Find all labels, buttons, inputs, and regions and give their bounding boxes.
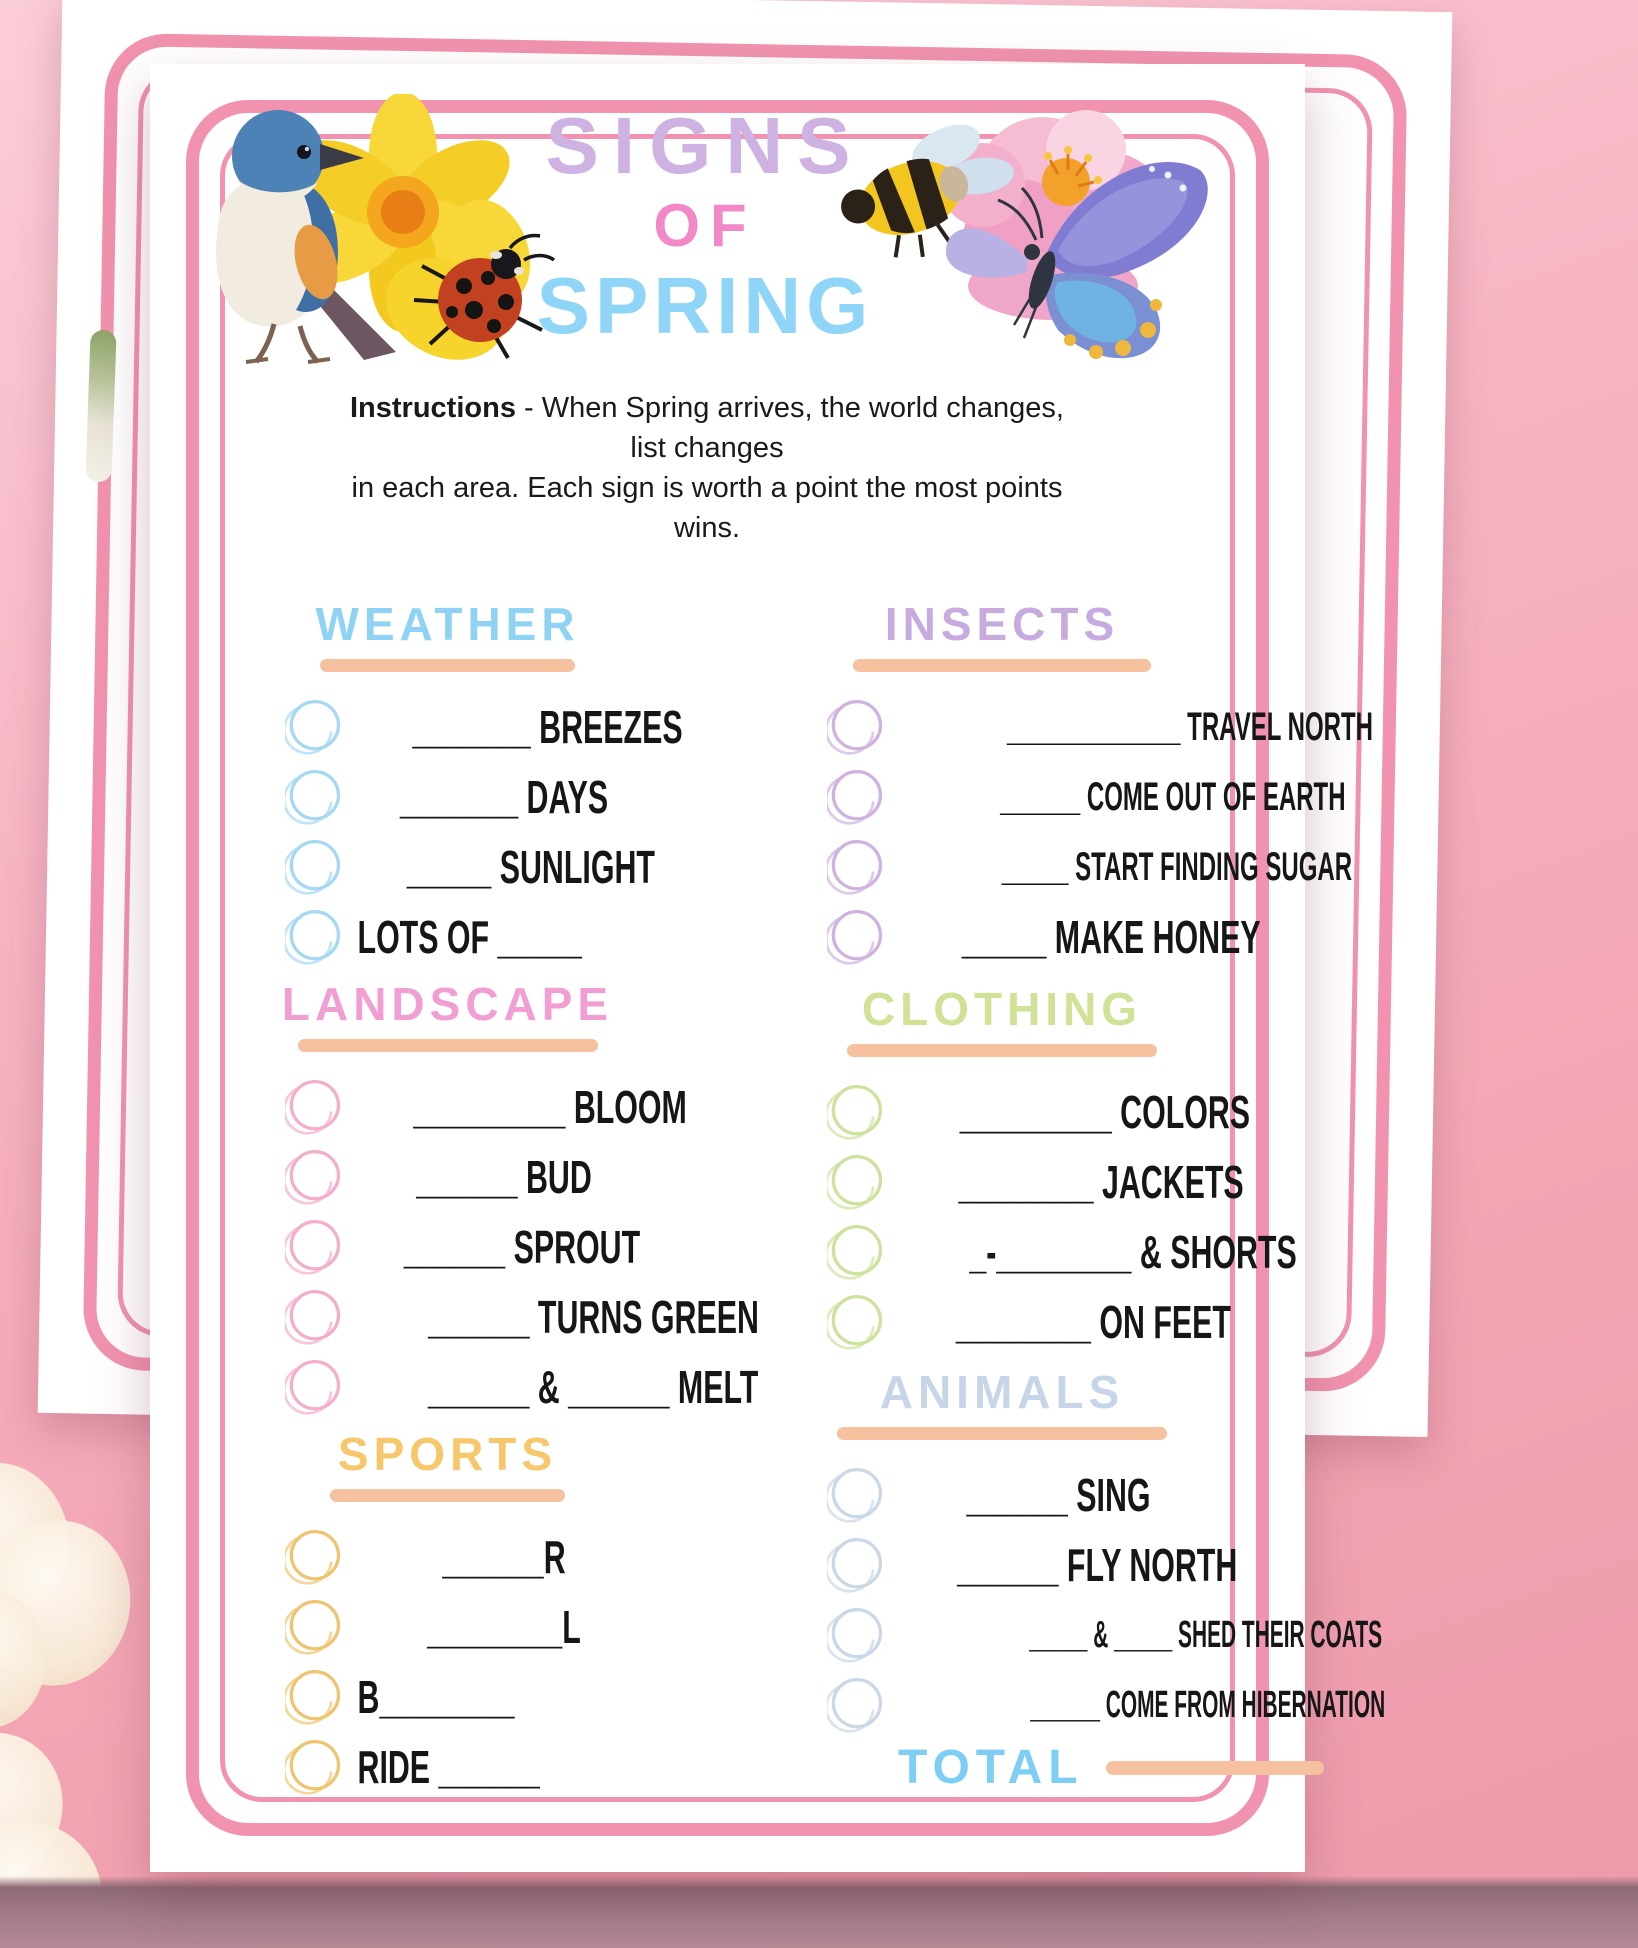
instructions-line1: - When Spring arrives, the world changes, list changes — [524, 392, 1064, 465]
answer-row — [230, 902, 665, 972]
answer-row — [772, 1600, 1383, 1670]
answer-text: _____________ TRAVEL NORTH — [1006, 704, 1373, 749]
answer-circle-icon — [285, 1738, 343, 1796]
answer-row — [772, 832, 1353, 902]
bee-peony-butterfly-illustration — [818, 90, 1222, 390]
answer-row — [230, 1662, 665, 1732]
total-blank-line — [1106, 1761, 1324, 1775]
answer-row — [772, 1217, 1297, 1287]
answer-row — [230, 1212, 665, 1282]
answer-circle-icon — [285, 1218, 343, 1276]
title-spring: SPRING — [536, 261, 874, 350]
answer-text: _____ MAKE HONEY — [961, 910, 1261, 963]
instructions-label: Instructions — [349, 392, 516, 424]
answer-row — [230, 1142, 665, 1212]
section-clothing — [772, 983, 1297, 1357]
answer-circle-icon — [285, 1668, 343, 1726]
answer-row — [772, 762, 1346, 832]
answer-text: _-________ & SHORTS — [969, 1225, 1297, 1278]
answer-row — [230, 1732, 665, 1802]
answer-circle-icon — [827, 1083, 885, 1141]
answer-text: ______ TURNS GREEN — [428, 1290, 759, 1343]
answer-text: _______ DAYS — [399, 770, 609, 823]
section-animals — [772, 1366, 1386, 1740]
answer-row — [230, 832, 665, 902]
section-header: WEATHER — [315, 598, 580, 650]
answer-row — [230, 1522, 665, 1592]
answer-text: _____ SUNLIGHT — [406, 840, 655, 893]
section-header: CLOTHING — [861, 983, 1143, 1035]
section-header: INSECTS — [884, 598, 1120, 650]
header-underline — [298, 1039, 598, 1052]
answer-row — [772, 692, 1373, 762]
answer-text: RIDE ______ — [357, 1740, 540, 1793]
answer-row — [230, 1352, 759, 1422]
answer-text: ______ SING — [966, 1468, 1151, 1521]
header-underline — [847, 1044, 1157, 1057]
answer-circle-icon — [285, 908, 343, 966]
answer-text: _______ BREEZES — [412, 700, 683, 753]
answer-circle-icon — [285, 1148, 343, 1206]
answer-text: B________ — [357, 1670, 515, 1723]
front-page — [150, 64, 1386, 1872]
answer-circle-icon — [285, 698, 343, 756]
header-underline — [853, 659, 1151, 672]
answer-text: _____ START FINDING SUGAR — [1001, 844, 1353, 889]
header-underline — [330, 1489, 565, 1502]
answer-text: _________ BLOOM — [413, 1080, 687, 1133]
answer-row — [772, 902, 1261, 972]
answer-circle-icon — [285, 1358, 343, 1416]
answer-row — [230, 762, 665, 832]
answer-text: LOTS OF _____ — [357, 910, 582, 963]
answer-row — [772, 1460, 1232, 1530]
answer-circle-icon — [285, 1528, 343, 1586]
answer-circle-icon — [827, 908, 885, 966]
header-underline — [837, 1427, 1167, 1440]
answer-circle-icon — [827, 838, 885, 896]
answer-text: ________L — [427, 1600, 581, 1653]
answer-row — [772, 1077, 1251, 1147]
answer-row — [772, 1287, 1232, 1357]
answer-circle-icon — [285, 838, 343, 896]
answer-circle-icon — [827, 1293, 885, 1351]
section-weather — [230, 598, 683, 972]
answer-row — [772, 1530, 1238, 1600]
table-edge — [0, 1876, 1638, 1948]
answer-circle-icon — [285, 768, 343, 826]
section-insects — [772, 598, 1373, 972]
answer-text: ______R — [442, 1530, 566, 1583]
section-header: SPORTS — [337, 1428, 558, 1480]
answer-text: ______ BUD — [416, 1150, 592, 1203]
answer-circle-icon — [827, 768, 885, 826]
total-label: TOTAL — [898, 1741, 1084, 1794]
answer-circle-icon — [827, 698, 885, 756]
answer-text: ______ COME FROM HIBERNATION — [1030, 1683, 1386, 1726]
answer-row — [230, 1282, 759, 1352]
answer-circle-icon — [827, 1466, 885, 1524]
answer-text: _________ COLORS — [959, 1085, 1251, 1138]
answer-row — [772, 1147, 1244, 1217]
title-of: OF — [653, 192, 757, 259]
answer-circle-icon — [285, 1288, 343, 1346]
back-page-artwork-sliver — [85, 330, 116, 483]
answer-text: ________ ON FEET — [955, 1295, 1231, 1348]
instructions-text — [342, 388, 1072, 548]
total-row — [898, 1741, 1324, 1794]
corner-flower-decoration — [0, 1462, 168, 1742]
answer-text: ________ JACKETS — [958, 1155, 1244, 1208]
answer-row — [230, 1072, 687, 1142]
section-header: LANDSCAPE — [281, 978, 614, 1030]
answer-circle-icon — [827, 1606, 885, 1664]
answer-circle-icon — [827, 1536, 885, 1594]
answer-circle-icon — [827, 1676, 885, 1734]
title-signs: SIGNS — [545, 101, 865, 190]
answer-row — [772, 1670, 1386, 1740]
answer-text: ______ FLY NORTH — [957, 1538, 1238, 1591]
answer-text: ______ COME OUT OF EARTH — [1000, 774, 1346, 819]
answer-circle-icon — [285, 1078, 343, 1136]
section-sports — [230, 1429, 665, 1802]
answer-text: _____ & _____ SHED THEIR COATS — [1029, 1613, 1383, 1656]
section-landscape — [230, 978, 759, 1422]
header-underline — [320, 659, 575, 672]
section-header: ANIMALS — [879, 1366, 1125, 1418]
answer-row — [230, 692, 683, 762]
answer-text: ______ & ______ MELT — [428, 1360, 759, 1413]
answer-circle-icon — [827, 1223, 885, 1281]
answer-text: ______ SPROUT — [403, 1220, 641, 1273]
answer-row — [230, 1592, 665, 1662]
instructions-line2: in each area. Each sign is worth a point the most points wins. — [351, 472, 1063, 545]
answer-circle-icon — [827, 1153, 885, 1211]
answer-circle-icon — [285, 1598, 343, 1656]
